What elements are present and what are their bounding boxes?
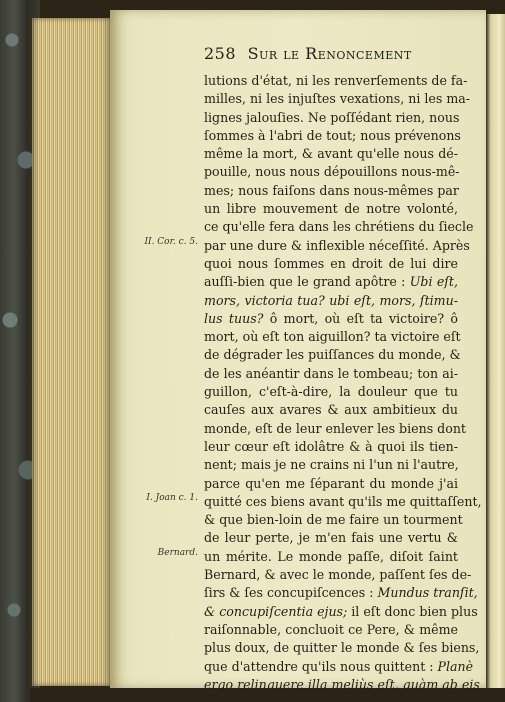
text-line — [204, 255, 458, 273]
text-run: ce qu'elle fera dans les chrétiens du ſiecle — [204, 219, 474, 235]
text-line — [204, 109, 458, 127]
body-text — [204, 72, 482, 694]
text-run: que d'attendre qu'ils nous quittent : — [204, 658, 438, 674]
text-run: lignes jalouſies. Ne poſſédant rien, nous — [204, 109, 460, 125]
text-line — [204, 310, 458, 328]
text-run: lutions d'état, ni les renverſements de fa- — [204, 73, 468, 88]
text-run: mort, où eſt ton aiguillon? ta victoire eſt — [204, 329, 461, 345]
margin-note: Bernard. — [157, 548, 198, 558]
text-line — [204, 237, 470, 255]
page-number: 258 — [204, 44, 237, 63]
text-run: raiſonnable, concluoit ce Pere, & même — [204, 621, 458, 637]
text-line — [204, 566, 472, 584]
text-line — [204, 273, 458, 291]
text-run: de les anéantir dans le tombeau; ton ai- — [204, 365, 458, 381]
italic-run: Mundus tranſit, — [377, 585, 478, 601]
text-line — [204, 72, 468, 90]
text-run: un mérite. Le monde paſſe, diſoit ſaint — [204, 548, 458, 564]
text-line — [204, 420, 466, 438]
text-line — [204, 639, 480, 657]
text-run: même la mort, & avant qu'elle nous dé- — [204, 146, 458, 162]
italic-run: ergo relinquere illa meliùs eſt, quàm ab eis — [204, 676, 480, 692]
text-run: un libre mouvement de notre volonté, — [204, 201, 458, 217]
running-title: Sur le Renoncement — [247, 44, 412, 63]
text-line — [204, 475, 458, 493]
italic-run: mors, victoria tua? ubi eſt, mors, ſtimu- — [204, 292, 458, 308]
text-line — [204, 438, 458, 456]
text-line — [204, 658, 474, 676]
text-run: & que bien-loin de me faire un tourment — [204, 512, 463, 528]
text-line — [204, 218, 474, 236]
text-line — [204, 584, 478, 602]
text-line — [204, 127, 461, 145]
text-line — [204, 346, 461, 364]
text-line — [204, 182, 458, 200]
text-line — [204, 603, 478, 621]
italic-run: & concupiſcentia ejus; — [204, 603, 348, 619]
text-line — [204, 200, 458, 218]
text-line — [204, 145, 458, 163]
text-run: auſſi-bien que le grand apôtre : — [204, 274, 410, 290]
italic-run: lus tuus? — [204, 310, 264, 326]
text-line — [204, 676, 480, 694]
text-run: par une dure & inflexible néceſſité. Après — [204, 237, 470, 253]
text-run: plus doux, de quitter le monde & ſes biens, — [204, 640, 480, 656]
text-run: cauſes aux avares & aux ambitieux du — [204, 402, 458, 418]
text-line — [204, 511, 463, 529]
text-run: Bernard, & avec le monde, paſſent ſes de- — [204, 567, 472, 583]
text-run: monde, eſt de leur enlever les biens dont — [204, 420, 466, 436]
text-run: nent; mais je ne crains ni l'un ni l'autre, — [204, 457, 459, 473]
margin-note: II. Cor. c. 5. — [144, 237, 198, 247]
text-line — [204, 621, 458, 639]
margin-note: I. Joan c. 1. — [146, 493, 198, 503]
text-line — [204, 292, 458, 310]
text-run: guillon, c'eſt-à-dire, la douleur que tu — [204, 384, 458, 400]
italic-run: Ubi eſt, — [409, 274, 458, 290]
text-line — [204, 548, 458, 566]
text-line — [204, 456, 458, 474]
running-header — [204, 44, 484, 63]
text-run: ô mort, où eſt ta victoire? ô — [263, 310, 459, 326]
text-run: milles, ni les injuſtes vexations, ni les ma- — [204, 91, 471, 107]
text-line — [204, 383, 458, 401]
text-line — [204, 163, 458, 181]
text-run: parce qu'en me ſéparant du monde j'ai — [204, 475, 458, 491]
text-run: de leur perte, je m'en fais une vertu & — [204, 530, 458, 546]
text-line — [204, 90, 471, 108]
text-run: ſommes à l'abri de tout; nous prévenons — [204, 127, 461, 143]
text-run: pouille, nous nous dépouillons nous-mê- — [204, 164, 460, 180]
text-line — [204, 328, 461, 346]
facing-page-edge — [486, 14, 505, 694]
text-line — [204, 401, 458, 419]
text-line — [204, 529, 458, 547]
text-run: il eſt donc bien plus — [347, 603, 478, 619]
text-run: quitté ces biens avant qu'ils me quittaſſent, — [204, 493, 482, 509]
page-edges — [32, 18, 110, 686]
text-line — [204, 493, 482, 511]
text-run: de dégrader les puiſſances du monde, & — [204, 347, 461, 363]
text-run: quoi nous ſommes en droit de lui dire — [204, 255, 458, 271]
text-run: mes; nous faiſons dans nous-mêmes par — [204, 182, 459, 198]
text-line — [204, 365, 458, 383]
text-run: leur cœur eſt idolâtre & à quoi ils tien- — [204, 438, 458, 454]
text-run: ſirs & ſes concupiſcences : — [204, 585, 378, 601]
italic-run: Planè — [437, 658, 474, 674]
